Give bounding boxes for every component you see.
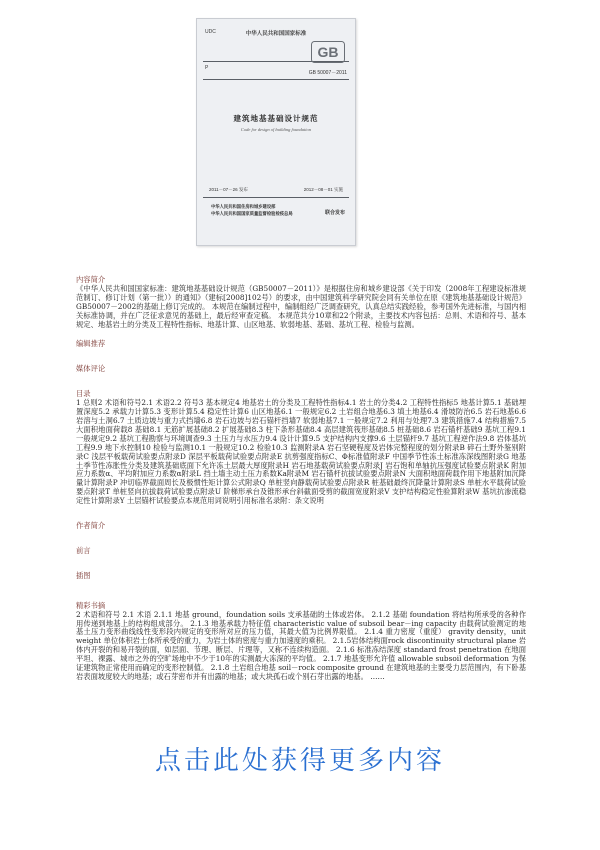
author-heading: 作者简介 [76, 521, 106, 531]
preface-heading: 前言 [76, 545, 91, 555]
intro-text: 《中华人民共和国国家标准：建筑地基基础设计规范（GB50007－2011）》是根据住房和城乡建设部《关于印发（2008年工程建设标准规范制订、修订计划（第一批））的通知》（建标[2008]102号）的要求，由中国建筑科学研究院会同有关单位在原《建筑地基基础设计规范》GB50007－2002的基础上修订完成的。 本规范在编制过程中，编制组经广泛调查研究，认真总结实践经验，参考国外先进标准，与国内相关标准协调，并在广泛征求意见的基础上，最后经审查定稿。 本规范共分10章和22个附录，主要技术内容包括：总则、术语和符号、基本规定、地基岩土的分类及工程特性指标、地基计算、山区地基、软弱地基、基础、基坑工程、检验与监测。 [76, 283, 526, 329]
illustration-heading: 插图 [76, 570, 91, 580]
cover-effective-date: 2012－08－01 实施 [303, 187, 343, 192]
book-cover-image [196, 18, 356, 246]
cover-second-divider [203, 79, 349, 80]
cover-issue-date: 2011－07－26 发布 [209, 187, 248, 192]
editor-recommendation-heading: 编辑推荐 [76, 339, 106, 349]
cover-subtitle: Code for design of building foundation [240, 127, 312, 132]
book-description [76, 276, 526, 682]
excerpt-heading: 精彩书摘 [76, 600, 106, 610]
excerpt-text: 2 术语和符号 2.1 术语 2.1.1 地基 ground，foundation soils 支承基础的土体或岩体。 2.1.2 基础 foundation 将结构所承受的各种作用传递到地基上的结构组成部分。 2.1.3 地基承载力特征值 characteristic value of subsoil bear－ing capacity 由载荷试验测定的地基土压力变形曲线线性变形段内规定的变形所对应的压力值，其最大值为比例界限值。 2.1.4 重力密度（重度） gravity density，unit weight 单位体积岩土体所承受的重力，为岩土体的密度与重力加速度的乘积。 2.1.5岩体结构面rock discontinuity structural plane 岩体内开裂的和易开裂的面，如层面、节理、断层、片理等，又称不连续构造面。 2.1.6 标准冻结深度 standard frost penetration 在地面平坦、裸露、城市之外的空旷场地中不少于10年的实测最大冻深的平均值。 2.1.7 地基变形允许值 allowable subsoil deformation 为保证建筑物正常使用而确定的变形控制值。 2.1.8 土岩组合地基 soil－rock composite ground 在建筑地基的主要受力层范围内，有下卧基岩表面坡度较大的地基；或石芽密布并有出露的地基；或大块孤石或个别石芽出露的地基。 …… [76, 609, 526, 681]
intro-heading: 内容简介 [76, 275, 106, 284]
cover-category-label: P [205, 65, 209, 71]
more-content-link[interactable]: 点击此处获得更多内容 [154, 746, 445, 776]
media-review-heading: 媒体评论 [76, 364, 106, 374]
cover-title: 建筑地基基础设计规范 [233, 114, 319, 123]
cover-joint-release: 联合发布 [324, 210, 345, 216]
cover-udc-label: UDC [205, 29, 216, 35]
cover-issuer-line-1: 中华人民共和国住房和城乡建设部 [211, 205, 276, 210]
toc-text: 1 总则2 术语和符号2.1 术语2.2 符号3 基本规定4 地基岩土的分类及工程特性指标4.1 岩土的分类4.2 工程特性指标5 地基计算5.1 基础埋置深度5.2 承载力计算5.3 变形计算5.4 稳定性计算6 山区地基6.1 一般规定6.2 土岩组合地基6.3 填土地基6.4 滑坡防治6.5 岩石地基6.6 岩溶与土洞6.7 土质边坡与重力式挡墙6.8 岩石边坡与岩石锚杆挡墙7 软弱地基7.1 一般规定7.2 利用与处理7.3 建筑措施7.4 结构措施7.5 大面积地面荷载8 基础8.1 无筋扩展基础8.2 扩展基础8.3 柱下条形基础8.4 高层建筑筏形基础8.5 桩基础8.6 岩石锚杆基础9 基坑工程9.1 一般规定9.2 基坑工程勘察与环境调查9.3 土压力与水压力9.4 设计计算9.5 支护结构内支撑9.6 土层锚杆9.7 基坑工程逆作法9.8 岩体基坑工程9.9 地下水控制10 检验与监测10.1 一般规定10.2 检验10.3 监测附录A 岩石坚硬程度及岩体完整程度的划分附录B 碎石土野外鉴别附录C 浅层平板载荷试验要点附录D 深层平板载荷试验要点附录E 抗剪强度指标C、Φ标准值附录F 中国季节性冻土标准冻深线图附录G 地基土季节性冻胀性分类及建筑基础底面下允许冻土层最大厚度附录H 岩石地基载荷试验要点附录J 岩石饱和单轴抗压强度试验要点附录K 附加应力系数α、平均附加应力系数α附录L 挡土墙主动土压力系数Ka附录M 岩石锚杆抗拔试验要点附录N 大面积地面荷载作用下地基附加沉降量计算附录P 冲切临界截面周长及极惯性矩计算公式附录Q 单桩竖向静载荷试验要点附录R 桩基础最终沉降量计算附录S 单桩水平载荷试验要点附录T 单桩竖向抗拔载荷试验要点附录U 阶梯形承台及锥形承台斜截面受剪的截面宽度附录V 支护结构稳定性验算附录W 基坑抗渗流稳定性计算附录Y 土层锚杆试验要点本规范用词说明引用标准名录附：条文说明 [76, 398, 526, 506]
svg-text:GB: GB [317, 44, 339, 60]
cover-issuer [211, 205, 316, 218]
toc-heading: 目录 [76, 389, 91, 399]
cover-standard-code: GB 50007－2011 [308, 70, 347, 76]
cover-bottom-divider [203, 197, 349, 198]
gb-logo-icon [311, 41, 345, 63]
cover-publisher-heading: 中华人民共和国国家标准 [245, 31, 307, 37]
cover-issuer-line-2: 中华人民共和国国家质量监督检验检疫总局 [211, 211, 293, 217]
